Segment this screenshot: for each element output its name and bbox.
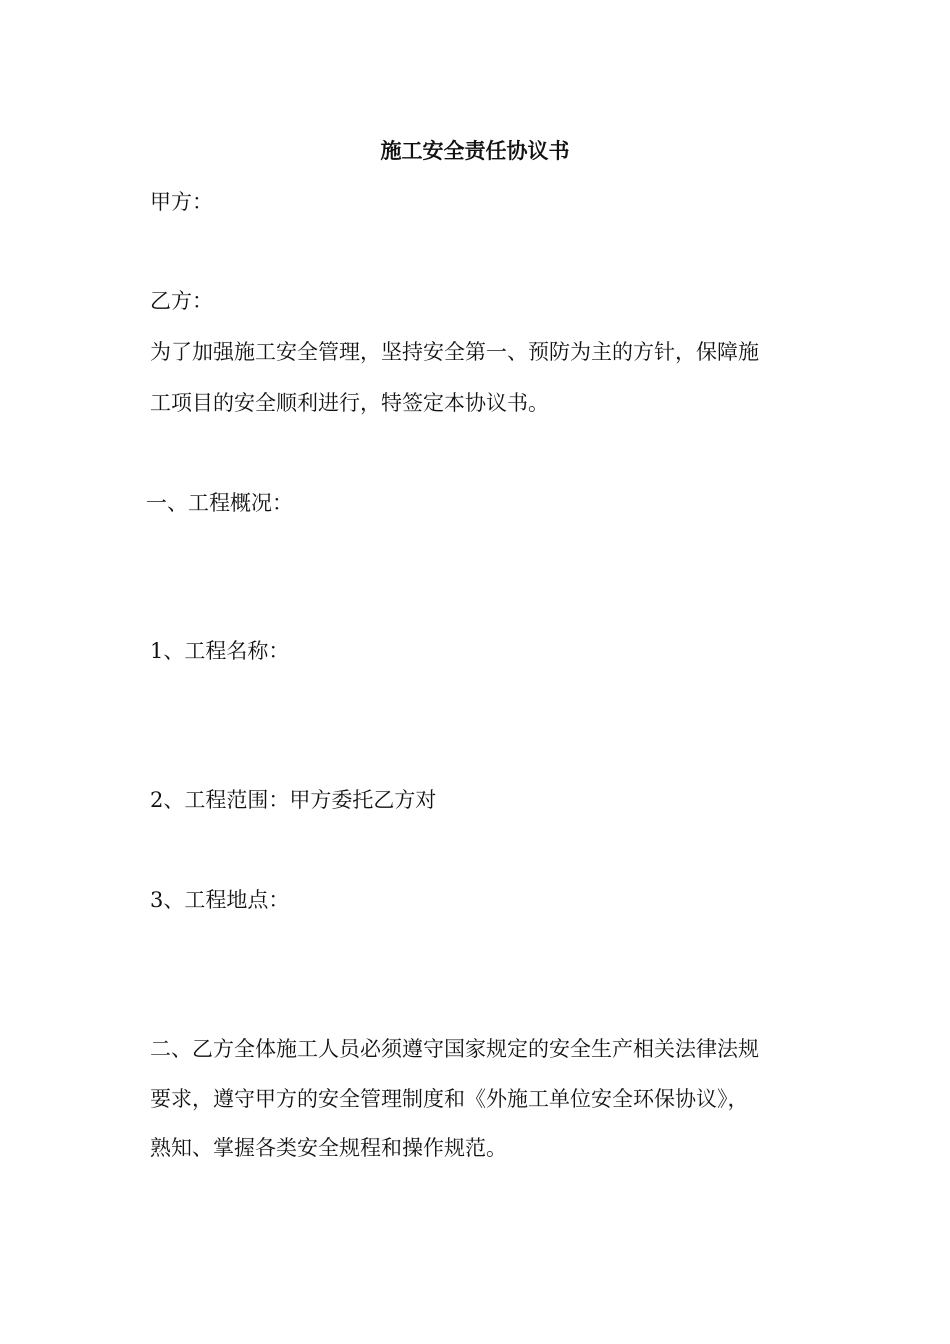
item-project-scope: 2、工程范围：甲方委托乙方对 xyxy=(150,788,437,812)
intro-paragraph-line-1: 为了加强施工安全管理，坚持安全第一、预防为主的方针，保障施 xyxy=(150,340,759,364)
section-2-line-1: 二、乙方全体施工人员必须遵守国家规定的安全生产相关法律法规 xyxy=(150,1037,759,1061)
item-project-location: 3、工程地点： xyxy=(150,888,290,912)
section-1-heading: 一、工程概况： xyxy=(146,491,293,515)
party-b-label: 乙方： xyxy=(150,289,213,313)
party-a-label: 甲方： xyxy=(150,190,213,214)
intro-paragraph-line-2: 工项目的安全顺利进行，特签定本协议书。 xyxy=(150,391,549,415)
section-2-line-2: 要求，遵守甲方的安全管理制度和《外施工单位安全环保协议》， xyxy=(150,1087,749,1111)
item-project-name: 1、工程名称： xyxy=(150,639,290,663)
section-2-line-3: 熟知、掌握各类安全规程和操作规范。 xyxy=(150,1136,507,1160)
document-title: 施工安全责任协议书 xyxy=(380,138,570,163)
